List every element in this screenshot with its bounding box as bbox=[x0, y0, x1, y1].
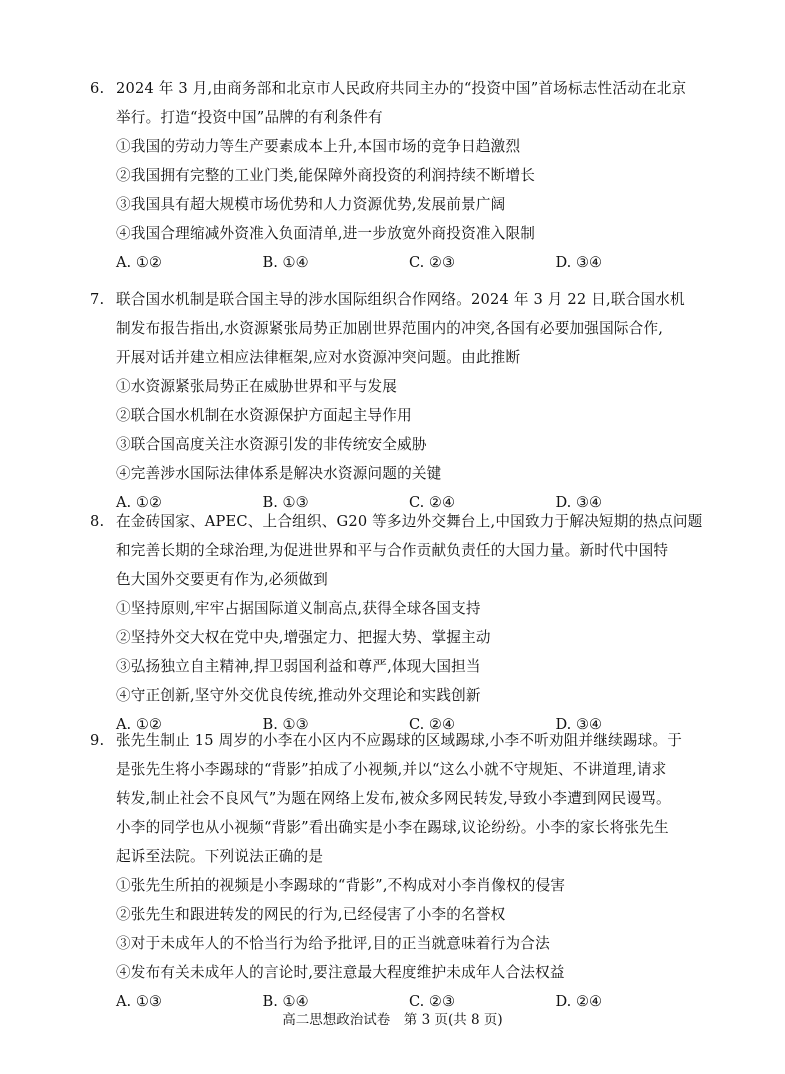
statement-item: ①水资源紧张局势正在威胁世界和平与发展 bbox=[116, 378, 398, 395]
option-d: D. ③④ bbox=[555, 494, 603, 511]
option-a: A. ①② bbox=[116, 716, 162, 733]
option-b: B. ①③ bbox=[262, 716, 309, 733]
question-number: 9. bbox=[90, 732, 105, 749]
question-stem-line: 小李的同学也从小视频“背影”看出确实是小李在踢球,议论纷纷。小李的家长将张先生 bbox=[116, 819, 669, 836]
question-stem-line: 和完善长期的全球治理,为促进世界和平与合作贡献负责任的大国力量。新时代中国特 bbox=[116, 542, 669, 559]
option-d: D. ②④ bbox=[555, 993, 603, 1010]
option-b: B. ①④ bbox=[262, 254, 309, 271]
question-stem-line: 起诉至法院。下列说法正确的是 bbox=[116, 848, 324, 865]
statement-item: ④我国合理缩减外资准入负面清单,进一步放宽外商投资准入限制 bbox=[116, 225, 536, 242]
answer-options bbox=[90, 248, 702, 277]
option-c: C. ②③ bbox=[409, 254, 456, 271]
question-9 bbox=[90, 726, 702, 1016]
statement-item: ③我国具有超大规模市场优势和人力资源优势,发展前景广阔 bbox=[116, 196, 506, 213]
question-stem-line bbox=[90, 726, 702, 755]
option-a: A. ①② bbox=[116, 254, 162, 271]
statement-item: ①张先生所拍的视频是小李踢球的“背影”,不构成对小李肖像权的侵害 bbox=[116, 877, 566, 894]
question-stem-line bbox=[90, 507, 702, 536]
option-a: A. ①② bbox=[116, 494, 162, 511]
statement-item: ④守正创新,坚守外交优良传统,推动外交理论和实践创新 bbox=[116, 687, 481, 704]
question-6 bbox=[90, 74, 702, 277]
statement-item: ①我国的劳动力等生产要素成本上升,本国市场的竞争日趋激烈 bbox=[116, 138, 521, 155]
question-8 bbox=[90, 507, 702, 739]
question-stem-text: 联合国水机制是联合国主导的涉水国际组织合作网络。2024 年 3 月 22 日,联合国水机 bbox=[116, 291, 685, 308]
question-stem-line: 开展对话并建立相应法律框架,应对水资源冲突问题。由此推断 bbox=[116, 349, 521, 366]
page-footer: 高二思想政治试卷 第 3 页(共 8 页) bbox=[282, 1012, 503, 1028]
statement-item: ④发布有关未成年人的言论时,要注意最大程度维护未成年人合法权益 bbox=[116, 964, 565, 981]
option-b: B. ①③ bbox=[262, 494, 309, 511]
question-stem-line bbox=[90, 285, 702, 314]
statement-item: ②我国拥有完整的工业门类,能保障外商投资的利润持续不断增长 bbox=[116, 167, 536, 184]
question-number: 8. bbox=[90, 513, 105, 530]
question-stem-text: 张先生制止 15 周岁的小李在小区内不应踢球的区域踢球,小李不听劝阻并继续踢球。于 bbox=[116, 732, 683, 749]
question-number: 7. bbox=[90, 291, 105, 308]
option-d: D. ③④ bbox=[555, 716, 603, 733]
statement-item: ③联合国高度关注水资源引发的非传统安全威胁 bbox=[116, 436, 427, 453]
question-stem-line bbox=[90, 74, 702, 103]
statement-item: ③弘扬独立自主精神,捍卫弱国利益和尊严,体现大国担当 bbox=[116, 658, 481, 675]
question-stem-line: 制发布报告指出,水资源紧张局势正加剧世界范围内的冲突,各国有必要加强国际合作, bbox=[116, 320, 664, 337]
statement-item: ②坚持外交大权在党中央,增强定力、把握大势、掌握主动 bbox=[116, 629, 491, 646]
option-a: A. ①③ bbox=[116, 993, 162, 1010]
question-stem-line: 转发,制止社会不良风气”为题在网络上发布,被众多网民转发,导致小李遭到网民谩骂。 bbox=[116, 790, 671, 807]
option-c: C. ②③ bbox=[409, 993, 456, 1010]
statement-item: ④完善涉水国际法律体系是解决水资源问题的关键 bbox=[116, 465, 442, 482]
option-c: C. ②④ bbox=[409, 716, 456, 733]
question-number: 6. bbox=[90, 80, 105, 97]
statement-item: ②联合国水机制在水资源保护方面起主导作用 bbox=[116, 407, 412, 424]
option-c: C. ②④ bbox=[409, 494, 456, 511]
question-stem-line: 是张先生将小李踢球的“背影”拍成了小视频,并以“这么小就不守规矩、不讲道理,请求 bbox=[116, 761, 667, 778]
question-stem-line: 色大国外交要更有作为,必须做到 bbox=[116, 571, 328, 588]
question-stem-text: 2024 年 3 月,由商务部和北京市人民政府共同主办的“投资中国”首场标志性活动在北京 bbox=[116, 80, 687, 97]
question-7 bbox=[90, 285, 702, 517]
statement-item: ②张先生和跟进转发的网民的行为,已经侵害了小李的名誉权 bbox=[116, 906, 506, 923]
question-stem-line: 举行。打造“投资中国”品牌的有利条件有 bbox=[116, 109, 383, 126]
question-stem-text: 在金砖国家、APEC、上合组织、G20 等多边外交舞台上,中国致力于解决短期的热点问题 bbox=[116, 513, 703, 530]
option-d: D. ③④ bbox=[555, 254, 603, 271]
statement-item: ③对于未成年人的不恰当行为给予批评,目的正当就意味着行为合法 bbox=[116, 935, 550, 952]
option-b: B. ①④ bbox=[262, 993, 309, 1010]
statement-item: ①坚持原则,牢牢占据国际道义制高点,获得全球各国支持 bbox=[116, 600, 481, 617]
